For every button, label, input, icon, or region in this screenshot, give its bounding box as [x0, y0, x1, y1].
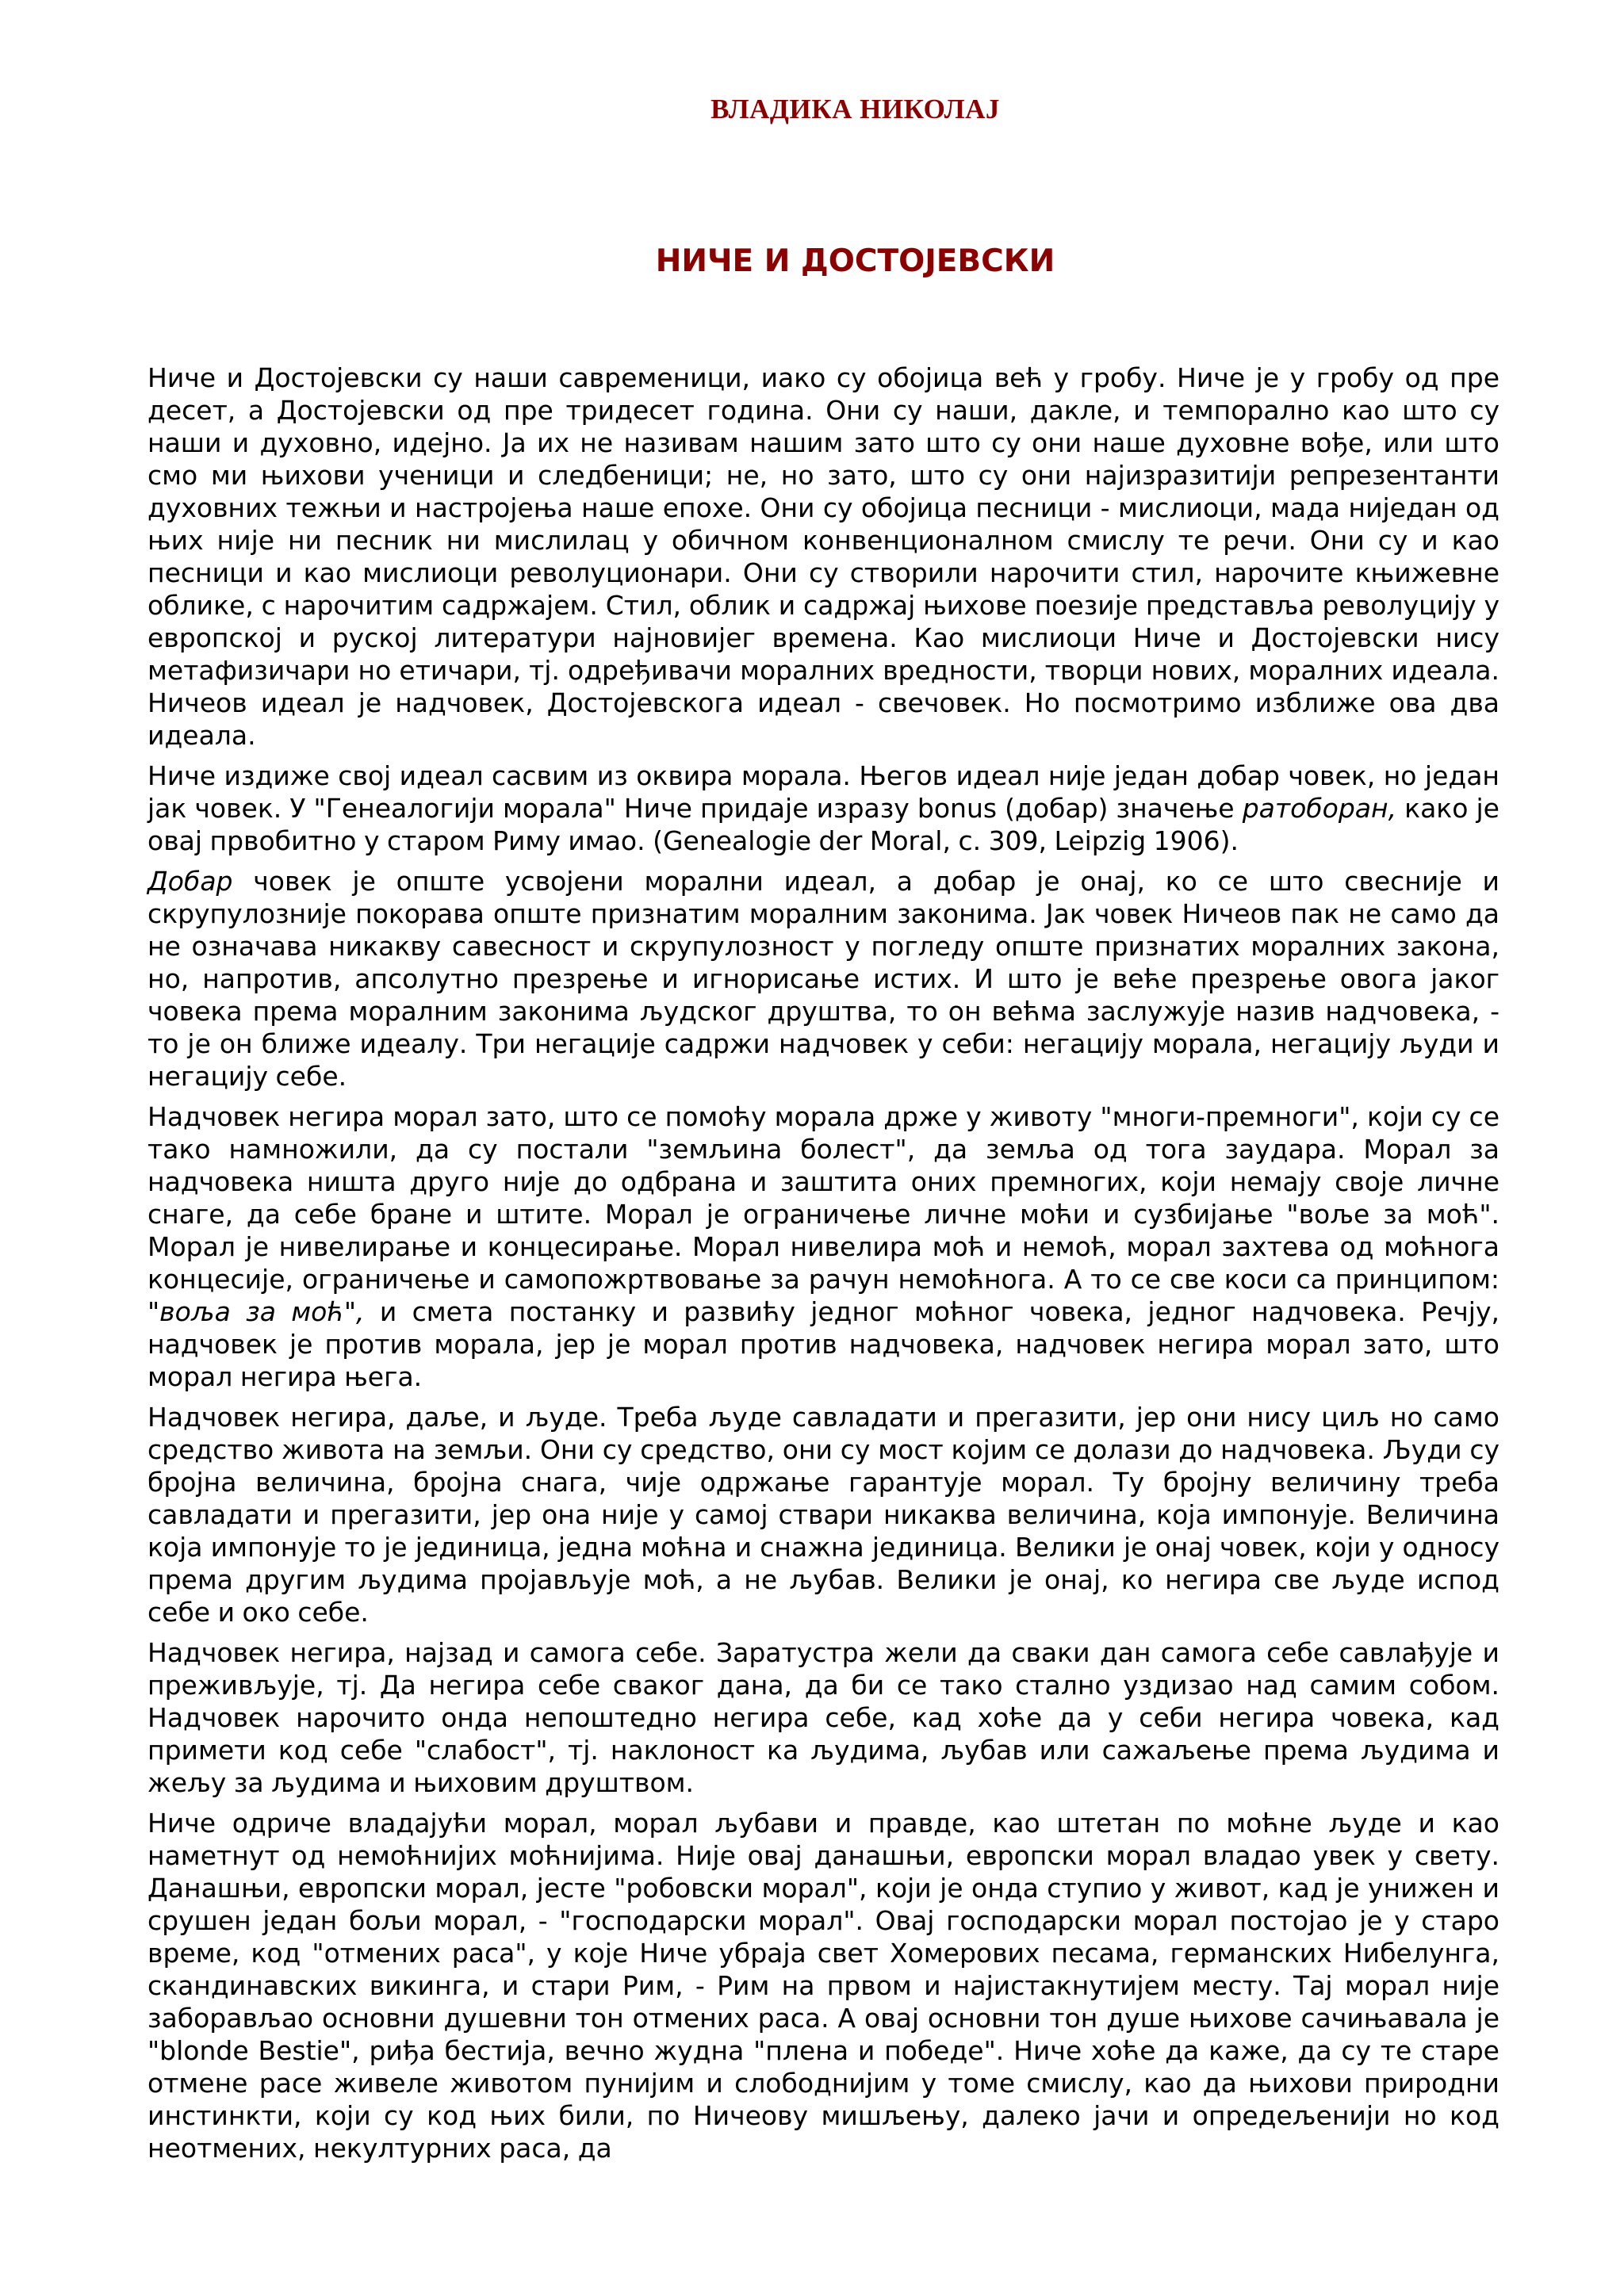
- paragraph-1: [147, 362, 1500, 752]
- paragraph-7-text: Ниче одриче владајући морал, морал љубави и правде, као штетан по моћне људе и као наметнут од немоћнијих моћнијима. Није овај данашњи, европски морал владао увек у свету. Данашњи, европски морал, јесте "робовски морал", који је онда ступио у живот, кад је унижен и срушен један бољи морал, - "господарски морал". Овај господарски морал постојао је у старо време, код "отмених раса", у које Ниче убраја свет Хомерових песама, германских Нибелунга, скандинавских викинга, и стари Рим, - Рим на првом и најистакнутијем месту. Тај морал није заборављао основни душевни тон отмених раса. А овај основни тон душе њихове сачињавала је "blonde Bestie", риђа бестија, вечно жудна "плена и победе". Ниче хоће да каже, да су те старе отмене расе живеле животом пунијим и слободнијим у томе смислу, као да њихови природни инстинкти, који су код њих били, по Ничеову мишљењу, далеко јачи и опредељенији но код неотмених, некултурних раса, да: [147, 1808, 1500, 2164]
- paragraph-4-text-start: Надчовек негира морал зато, што се помоћу морала држе у животу "многи-премноги", који су се тако намножили, да су постали "земљина болест", да земља од тога заудара. Морал за надчовека ништа друго није до одбрана и заштита оних премногих, који немају своје личне снаге, да себе бране и штите. Морал је ограничење личне моћи и сузбијање "воље за моћ". Морал је нивелирање и концесирање. Морал нивелира моћ и немоћ, морал захтева од моћнога концесије, ограничење и самопожртвовање за рачун немоћнога. А то се све коси са принципом:: [147, 1101, 1500, 1295]
- paragraph-2-text-end: како је овај првобитно у старом Риму имао. (Genealogie der Moral, с. 309, Leipzig 1906).: [147, 793, 1500, 856]
- paragraph-5-text: Надчовек негира, даље, и људе. Треба људе савладати и прегазити, јер они нису циљ но само средство живота на земљи. Они су средство, они су мост којим се долази до надчовека. Људи су бројна величина, бројна снага, чије одржање гарантује морал. Ту бројну величину треба савладати и прегазити, јер она није у самој ствари никаква величина, која импонује. Величина која импонује то је јединица, једна моћна и снажна јединица. Велики је онај човек, који у односу према другим људима пројављује моћ, а не љубав. Велики је онај, ко негира све људе испод себе и око себе.: [147, 1402, 1500, 1628]
- paragraph-6-text: Надчовек негира, најзад и самога себе. Заратустра жели да сваки дан самога себе савлађује и преживљује, тј. Да негира себе сваког дана, да би се тако стално уздизао над самим собом. Надчовек нарочито онда непоштедно негира себе, кад хоће да у себи негира човека, кад примети код себе "слабост", тј. наклоност ка људима, љубав или сажаљење према људима и жељу за људима и њиховим друштвом.: [147, 1637, 1500, 1798]
- paragraph-4-emphasis: "воља за моћ",: [147, 1296, 365, 1327]
- paragraph-3: [147, 865, 1500, 1093]
- paragraph-7: [147, 1807, 1500, 2164]
- paragraph-6: [147, 1636, 1500, 1799]
- paragraph-3-text-end: човек је опште усвојени морални идеал, а добар је онај, ко се што свесније и скрупулозније покорава опште признатим моралним законима. Јак човек Ничеов пак не само да не означава никакву савесност и скрупулозност у погледу опште признатих моралних закона, но, напротив, апсолутно презрење и игнорисање истих. И што је веће презрење овога јаког човека према моралним законима људског друштва, то он већма заслужује назив надчовека, - то је он ближе идеалу. Три негације садржи надчовек у себи: негацију морала, негацију људи и негацију себе.: [147, 866, 1500, 1092]
- document-title: НИЧЕ И ДОСТОЈЕВСКИ: [655, 243, 1055, 279]
- paragraph-2-text-start: Ниче издиже свој идеал сасвим из оквира морала. Његов идеал није један добар човек, но један јак човек. У "Генеалогији морала" Ниче придаје изразу bonus (добар) значење: [147, 760, 1500, 824]
- paragraph-2-emphasis: ратоборан,: [1242, 793, 1397, 824]
- paragraph-3-emphasis: Добар: [147, 866, 233, 897]
- author-heading: ВЛАДИКА НИКОЛАЈ: [710, 94, 1000, 124]
- paragraph-4-text-end: и смета постанку и развићу једног моћног човека, једног надчовека. Речју, надчовек је против морала, јер је морал против надчовека, надчовек негира морал зато, што морал негира њега.: [147, 1296, 1500, 1392]
- paragraph-2: [147, 760, 1500, 857]
- paragraph-1-text: Ниче и Достојевски су наши савременици, иако су обојица већ у гробу. Ниче је у гробу од пре десет, а Достојевски од пре тридесет година. Они су наши, дакле, и темпорално као што су наши и духовно, идејно. Ја их не називам нашим зато што су они наше духовне вође, или што смо ми њихови ученици и следбеници; не, но зато, што су они најизразитији репрезентанти духовних тежњи и настројења наше епохе. Они су обојица песници - мислиоци, мада ниједан од њих није ни песник ни мислилац у обичном конвенционалном смислу те речи. Они су и као песници и као мислиоци револуционари. Они су створили нарочити стил, нарочите књижевне облике, с нарочитим садржајем. Стил, облик и садржај њихове поезије представља револуцију у европској и руској литератури најновијег времена. Као мислиоци Ниче и Достојевски нису метафизичари но етичари, тј. одређивачи моралних вредности, творци нових, моралних идеала. Ничеов идеал је надчовек, Достојевскога идеал - свечовек. Но посмотримо изближе ова два идеала.: [147, 362, 1500, 751]
- paragraph-4: [147, 1100, 1500, 1393]
- article-body: [147, 362, 1500, 2164]
- paragraph-5: [147, 1401, 1500, 1628]
